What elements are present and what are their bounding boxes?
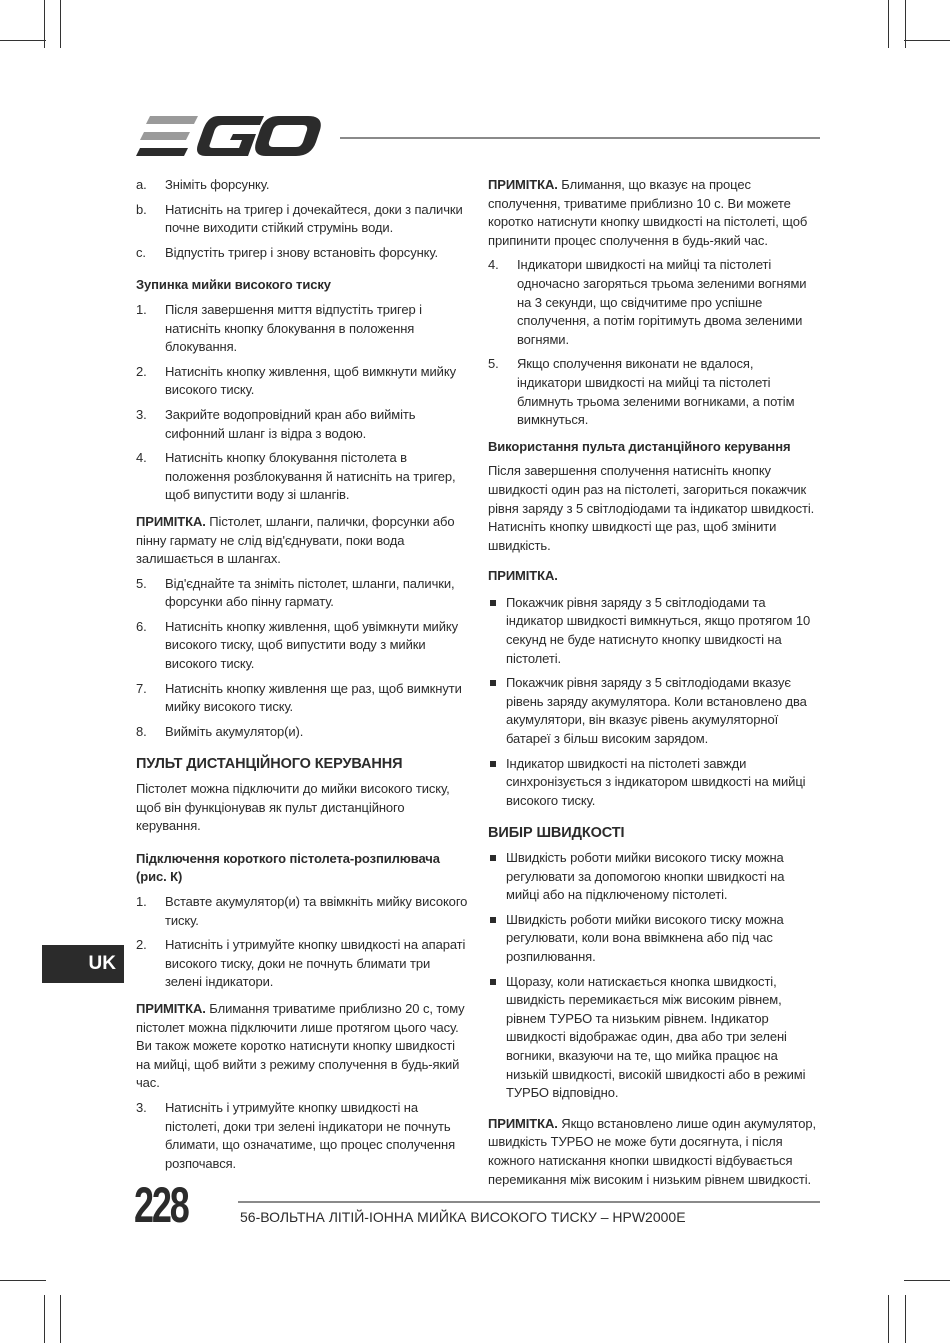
subheading-connect: Підключення короткого пістолета-розпилювача (рис. К): [136, 850, 440, 885]
list-item: a. Зніміть форсунку.: [136, 177, 270, 192]
list-item: 1. Вставте акумулятор(и) та ввімкніть мийку високого тиску.: [136, 894, 468, 928]
note-paragraph: ПРИМІТКА. Пістолет, шланги, палички, форсунки або пінну гармату не слід від'єднувати, поки вода залишається в шлангах.: [136, 513, 455, 567]
bullet-square-icon: [488, 973, 506, 1103]
list-item: 2. Натисніть кнопку живлення, щоб вимкнути мийку високого тиску.: [136, 363, 456, 398]
list-item: 2. Натисніть і утримуйте кнопку швидкості на апараті високого тиску, доки не почнуть блимати три зелені індикатори.: [136, 937, 466, 990]
crop-mark: [888, 1295, 889, 1343]
ego-logo: [136, 112, 322, 162]
language-tab: UK: [42, 945, 124, 983]
crop-mark: [888, 0, 889, 48]
bullet-item: Щоразу, коли натискається кнопка швидкості, швидкість перемикається між високим рівнем, рівнем ТУРБО та низьким рівнем. Індикатор швидкості відображає один, два або три зелені вогники, вказуючи на те, що мийка працює на низькій швидкості, високій швидкості або в режимі ТУРБО відповідно.: [488, 973, 820, 1103]
list-item: 5. Від'єднайте та зніміть пістолет, шланги, палички, форсунки або пінну гармату.: [136, 575, 455, 610]
list-item: 7. Натисніть кнопку живлення ще раз, щоб вимкнути мийку високого тиску.: [136, 680, 462, 715]
list-item: b. Натисніть на тригер і дочекайтеся, доки з палички почне виходити стійкий струмінь води.: [136, 201, 463, 236]
list-item: 1. Після завершення миття відпустіть тригер і натисніть кнопку блокування в положення блокування.: [136, 301, 422, 355]
paragraph: Пістолет можна підключити до мийки високого тиску, щоб він функціонував як пульт дистанційного керування.: [136, 781, 450, 834]
paragraph: Після завершення сполучення натисніть кнопку швидкості один раз на пістолеті, загориться покажчик рівня заряду з 5 світлодіодами та індикатор швидкості. Натисніть кнопку швидкості ще раз, щоб змінити швидкість.: [488, 463, 815, 553]
crop-mark: [44, 1295, 45, 1343]
left-column: [136, 176, 468, 1179]
bullet-square-icon: [488, 755, 506, 811]
crop-mark: [904, 40, 950, 41]
bullet-item: Швидкість роботи мийки високого тиску можна регулювати, коли вона ввімкнена або під час розпилювання.: [488, 911, 820, 967]
bullet-square-icon: [488, 674, 506, 748]
bullet-square-icon: [488, 594, 506, 668]
footer-title: 56-ВОЛЬТНА ЛІТІЙ-ІОННА МИЙКА ВИСОКОГО ТИСКУ – HPW2000E: [240, 1209, 686, 1225]
bullet-item: Покажчик рівня заряду з 5 світлодіодами та індикатор швидкості вимкнуться, якщо протягом 10 секунд не буде натиснуто кнопку швидкості на пістолеті.: [488, 594, 820, 668]
footer-rule: [238, 1201, 820, 1203]
crop-mark: [60, 0, 61, 48]
list-item: 5. Якщо сполучення виконати не вдалося, індикатори швидкості на мийці та пістолеті блимнуть трьома зеленими вогниками, а потім вимкнуться.: [488, 356, 795, 428]
subheading-stop: Зупинка мийки високого тиску: [136, 277, 331, 293]
crop-mark: [0, 40, 46, 41]
right-column: [488, 176, 820, 1195]
note-paragraph: ПРИМІТКА. Якщо встановлено лише один акумулятор, швидкість ТУРБО не може бути досягнута, і після кожного натискання кнопки швидкості відбувається перемикання між високим і низьким рівнем швидкості.: [488, 1115, 817, 1187]
note-heading: ПРИМІТКА.: [488, 568, 558, 584]
section-heading-remote: ПУЛЬТ ДИСТАНЦІЙНОГО КЕРУВАННЯ: [136, 756, 403, 773]
bullet-square-icon: [488, 849, 506, 905]
page-number: 228: [134, 1177, 188, 1233]
crop-mark: [904, 1280, 950, 1281]
list-item: 3. Закрийте водопровідний кран або вийміть сифонний шланг із відра з водою.: [136, 406, 416, 441]
list-item: 8. Вийміть акумулятор(и).: [136, 723, 304, 739]
subheading-use-remote: Використання пульта дистанційного керування: [488, 438, 791, 454]
list-item: 4. Індикатори швидкості на мийці та пістолеті одночасно загоряться трьома зеленими вогнями на 3 секунди, що свідчитиме про успішне сполучення, а потім горітимуть двома зеленими вогнями.: [488, 257, 807, 347]
section-heading-speed: ВИБІР ШВИДКОСТІ: [488, 825, 625, 842]
crop-mark: [905, 1295, 906, 1343]
crop-mark: [0, 1280, 46, 1281]
header-rule: [340, 137, 820, 139]
bullet-square-icon: [488, 911, 506, 967]
crop-mark: [60, 1295, 61, 1343]
bullet-item: Швидкість роботи мийки високого тиску можна регулювати за допомогою кнопки швидкості на мийці або на підключеному пістолеті.: [488, 849, 820, 905]
list-item: 3. Натисніть і утримуйте кнопку швидкості на пістолеті, доки три зелені індикатори не почнуть блимати, що означатиме, що процес сполучення розпочався.: [136, 1099, 456, 1171]
list-item: 6. Натисніть кнопку живлення, щоб увімкнути мийку високого тиску, щоб випустити воду з мийки високого тиску.: [136, 618, 458, 672]
bullet-item: Індикатор швидкості на пістолеті завжди синхронізується з індикатором швидкості на мийці високого тиску.: [488, 755, 820, 811]
bullet-item: Покажчик рівня заряду з 5 світлодіодами вказує рівень заряду акумулятора. Коли встановлено два акумулятори, він вказує рівень акумуляторної батареї з більш високим зарядом.: [488, 674, 820, 748]
list-item: c. Відпустіть тригер і знову встановіть форсунку.: [136, 244, 439, 260]
note-paragraph: ПРИМІТКА. Блимання, що вказує на процес сполучення, триватиме приблизно 10 с. Ви можете коротко натиснути кнопку швидкості на пістолеті, щоб припинити процес сполучення в будь-який час.: [488, 177, 808, 248]
list-item: 4. Натисніть кнопку блокування пістолета в положення розблокування й натисніть на тригер, щоб випустити воду зі шлангів.: [136, 450, 456, 503]
note-paragraph: ПРИМІТКА. Блимання триватиме приблизно 20 с, тому пістолет можна підключити лише протягом цього часу. Ви також можете коротко натиснути кнопку швидкості на мийці, щоб вийти з режиму сполучення в будь-який час.: [136, 1000, 465, 1091]
